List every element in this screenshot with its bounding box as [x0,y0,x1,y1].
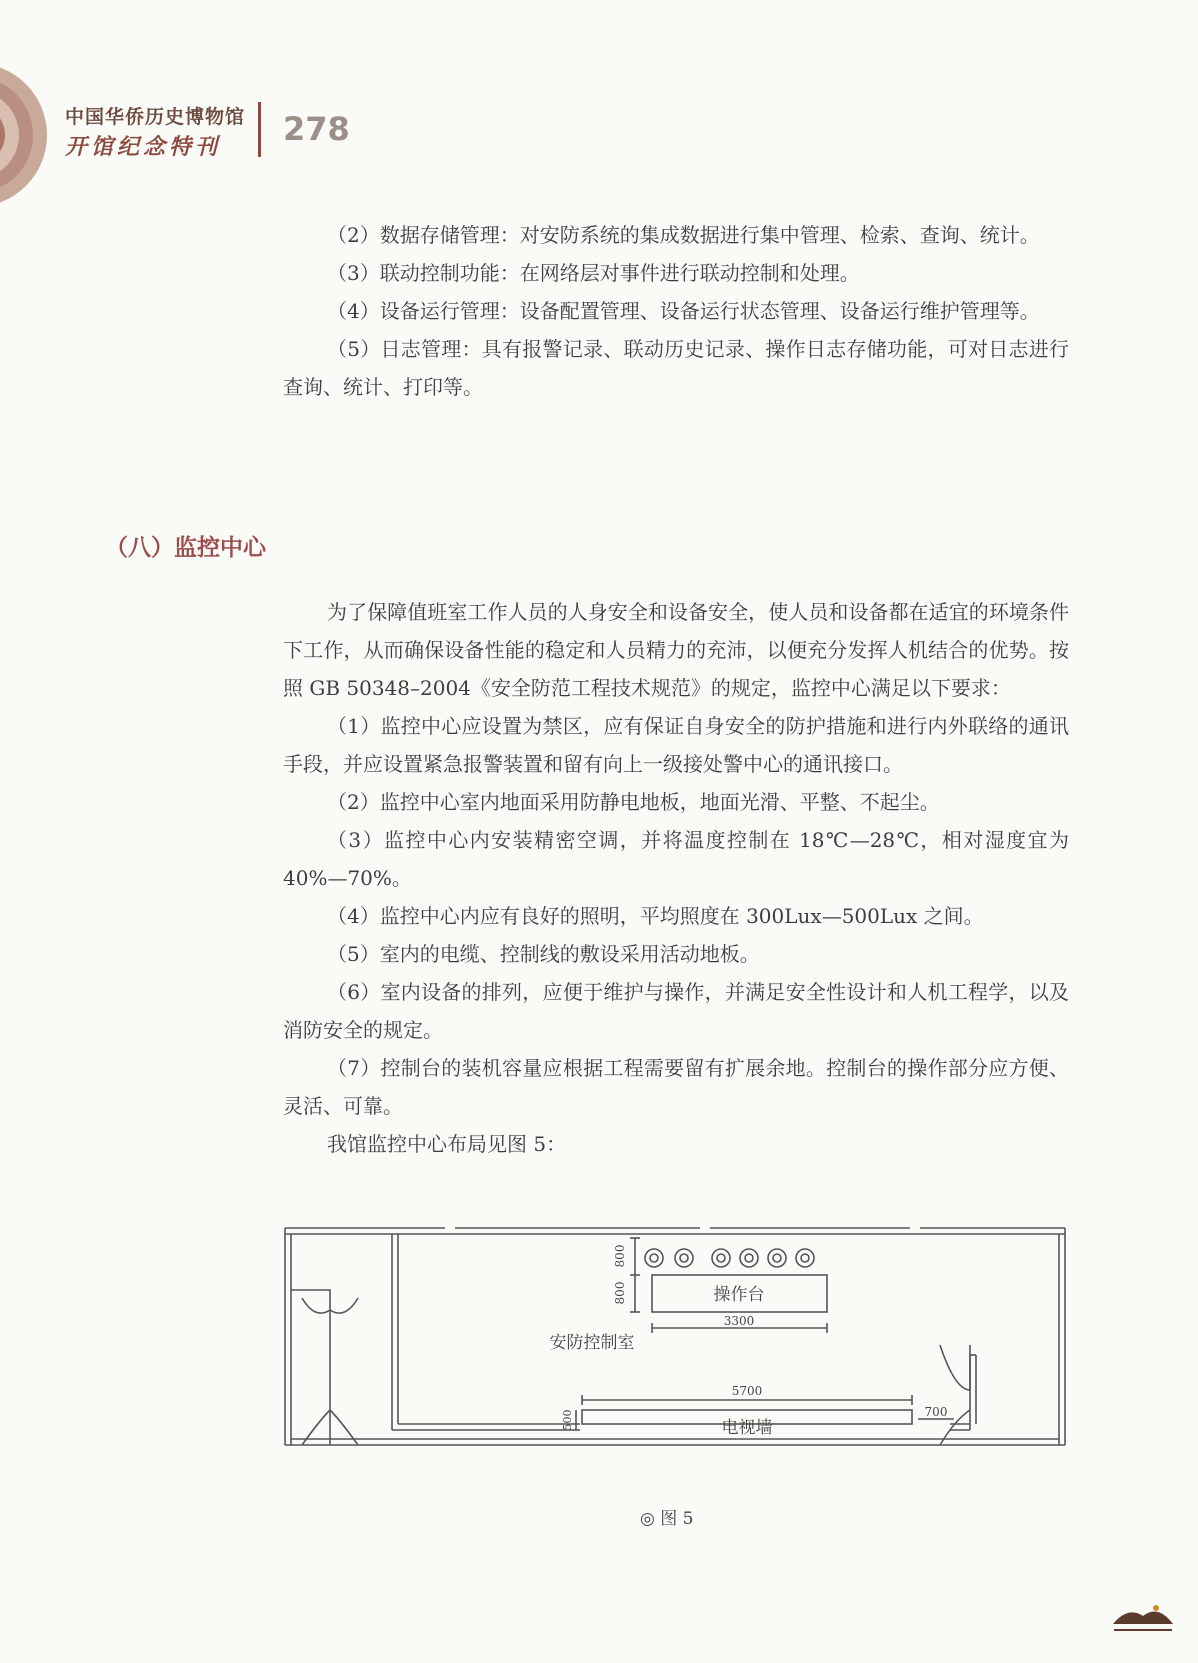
vertical-dimension [630,1238,640,1312]
header-ornament-icon [0,55,50,215]
chair-icon [745,1254,753,1262]
header-title: 中国华侨历史博物馆 [65,106,246,128]
paragraph: （3）联动控制功能：在网络层对事件进行联动控制和处理。 [327,261,860,285]
top-text-block [283,216,1069,406]
paragraph: （1）监控中心应设置为禁区，应有保证自身安全的防护措施和进行内外联络的通讯手段，并应设置紧急报警装置和留有向上一级接处警中心的通讯接口。 [283,714,1069,776]
paragraph: （5）日志管理：具有报警记录、联动历史记录、操作日志存储功能，可对日志进行查询、统计、打印等。 [283,337,1069,399]
chair-icon [675,1249,693,1267]
chair-icon [645,1249,663,1267]
header-subtitle: 开馆纪念特刊 [65,134,222,160]
figure-caption: ◎ 图 5 [640,1509,694,1529]
chair-row [645,1249,814,1267]
chair-icon [712,1249,730,1267]
room-label: 安防控制室 [549,1333,635,1353]
paragraph: （4）监控中心内应有良好的照明，平均照度在 300Lux—500Lux 之间。 [327,904,984,928]
dim-800-bottom: 800 [613,1281,627,1305]
paragraph: 我馆监控中心布局见图 5： [327,1132,567,1156]
paragraph: 为了保障值班室工作人员的人身安全和设备安全，使人员和设备都在适宜的环境条件下工作，从而确保设备性能的稳定和人员精力的充沛，以便充分发挥人机结合的优势。按照 GB 50348–2004《安全防范工程技术规范》的规定，监控中心满足以下要求： [283,600,1069,700]
chair-icon [796,1249,814,1267]
dim-500: 500 [561,1409,574,1431]
header-divider [258,102,261,157]
floor-plan-diagram [280,1220,1070,1490]
chair-icon [740,1249,758,1267]
section-heading: （八）监控中心 [105,535,266,561]
chair-icon [768,1249,786,1267]
museum-logo-icon [1108,1596,1178,1641]
dim-800-top: 800 [613,1244,627,1268]
paragraph: （3）监控中心内安装精密空调，并将温度控制在 18℃—28℃，相对湿度宜为 40%—70%。 [283,828,1069,890]
chair-icon [773,1254,781,1262]
dim-5700: 5700 [731,1384,763,1398]
paragraph: （6）室内设备的排列，应便于维护与操作，并满足安全性设计和人机工程学，以及消防安全的规定。 [283,980,1069,1042]
chair-icon [650,1254,658,1262]
console-label: 操作台 [713,1285,765,1305]
chair-icon [680,1254,688,1262]
left-door [291,1290,358,1445]
paragraph: （4）设备运行管理：设备配置管理、设备运行状态管理、设备运行维护管理等。 [327,299,1040,323]
dim-700: 700 [924,1405,948,1419]
chair-icon [717,1254,725,1262]
body-text-block [283,593,1069,1163]
chair-icon [801,1254,809,1262]
dim-3300: 3300 [723,1314,755,1328]
page-number: 278 [283,110,350,148]
paragraph: （2）监控中心室内地面采用防静电地板，地面光滑、平整、不起尘。 [327,790,940,814]
paragraph: （7）控制台的装机容量应根据工程需要留有扩展余地。控制台的操作部分应方便、灵活、可靠。 [283,1056,1069,1118]
paragraph: （2）数据存储管理：对安防系统的集成数据进行集中管理、检索、查询、统计。 [327,223,1040,247]
paragraph: （5）室内的电缆、控制线的敷设采用活动地板。 [327,942,760,966]
tvwall-label: 电视墙 [721,1418,773,1438]
